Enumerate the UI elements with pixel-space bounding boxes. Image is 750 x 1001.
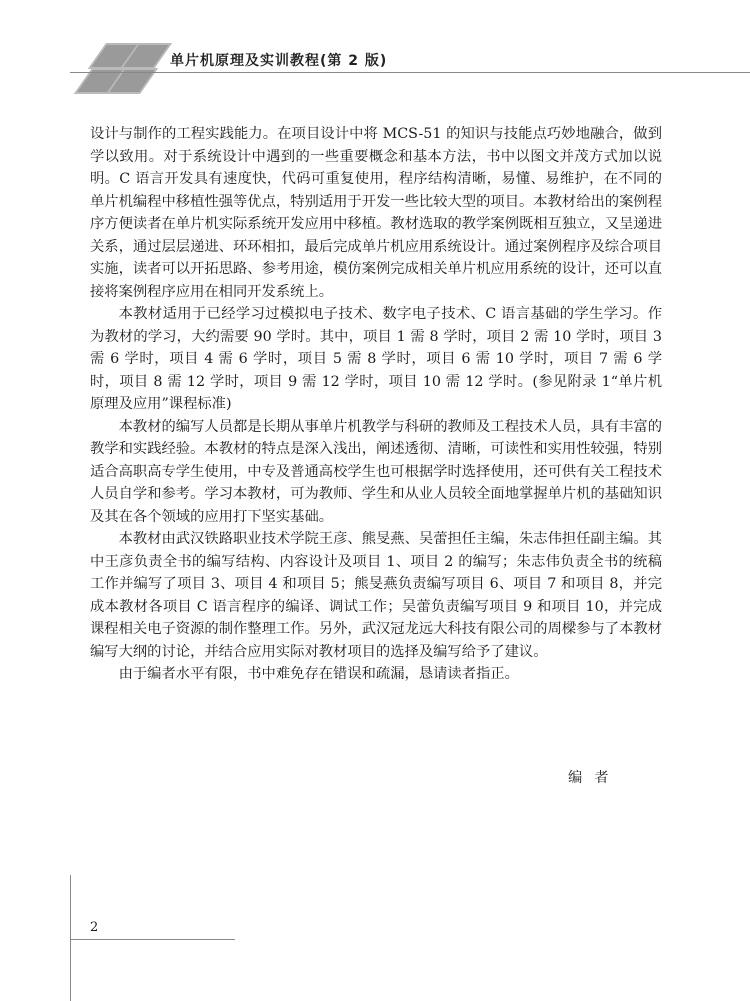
page-number: 2 — [90, 920, 99, 935]
book-title: 单片机原理及实训教程(第 2 版) — [170, 53, 388, 69]
paragraph-3: 本教材的编写人员都是长期从事单片机教学与科研的教师及工程技术人员，具有丰富的教学和实践经验。本教材的特点是深入浅出，阐述透彻、清晰，可读性和实用性较强，特别适合高职高专学生使用，中专及普通高校学生也可根据学时选择使用，还可供有关工程技术人员自学和参考。学习本教材，可为教师、学生和从业人员较全面地掌握单片机的基础知识及其在各个领域的应用打下坚实基础。 — [90, 418, 662, 525]
paragraph-2: 本教材适用于已经学习过模拟电子技术、数字电子技术、C 语言基础的学生学习。作为教材的学习，大约需要 90 学时。其中，项目 1 需 8 学时，项目 2 需 10 学时，项目 3 需 6 学时，项目 4 需 6 学时，项目 5 需 8 学时，项目 6 需 10 学时，项目 7 需 6 学时，项目 8 需 12 学时，项目 9 需 12 学时，项目 10 需 12 学时。(参见附录 1“单片机原理及应用”课程标准) — [90, 306, 662, 412]
header-logo-tiles — [75, 35, 175, 105]
header-rule — [70, 72, 750, 73]
paragraph-5: 由于编者水平有限，书中难免存在错误和疏漏，恳请读者指正。 — [118, 666, 519, 682]
paragraph-4: 本教材由武汉铁路职业技术学院王彦、熊旻燕、吴蕾担任主编，朱志伟担任副主编。其中王彦负责全书的编写结构、内容设计及项目 1、项目 2 的编写；朱志伟负责全书的统稿工作并编写了项目 3、项目 4 和项目 5；熊旻燕负责编写项目 6、项目 7 和项目 8，并完成本教材各项目 C 语言程序的编译、调试工作；吴蕾负责编写项目 9 和项目 10，并完成课程相关电子资源的制作整理工作。另外，武汉冠龙远大科技有限公司的周樑参与了本教材编写大纲的讨论，并结合应用实际对教材项目的选择及编写给予了建议。 — [90, 531, 662, 660]
signature: 编者 — [568, 770, 621, 786]
body-text — [90, 123, 662, 686]
footer-rule — [70, 939, 235, 940]
paragraph-1: 设计与制作的工程实践能力。在项目设计中将 MCS-51 的知识与技能点巧妙地融合，做到学以致用。对于系统设计中遇到的一些重要概念和基本方法，书中以图文并茂方式加以说明。C 语言开发具有速度快，代码可重复使用，程序结构清晰，易懂、易维护，在不同的单片机编程中移植性强等优点，特别适用于开发一些比较大型的项目。本教材给出的案例程序方便读者在单片机实际系统开发应用中移植。教材选取的教学案例既相互独立，又呈递进关系，通过层层递进、环环相扣，最后完成单片机应用系统设计。通过案例程序及综合项目实施，读者可以开拓思路、参考用途，模仿案例完成相关单片机应用系统的设计，还可以直接将案例程序应用在相同开发系统上。 — [90, 126, 662, 300]
footer-vertical-rule — [70, 875, 71, 1001]
